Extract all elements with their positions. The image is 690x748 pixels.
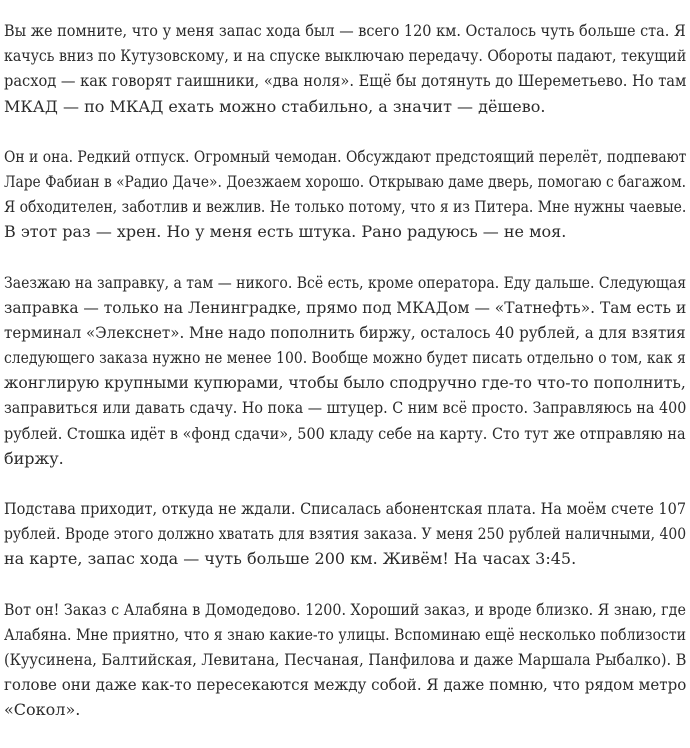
text-line: В этот раз — хрен. Но у меня есть штука. Рано радуюсь — не моя. (4, 222, 567, 242)
text-line: голове они даже как-то пересекаются между собой. Я даже помню, что рядом метро (4, 675, 687, 695)
text-line: расход — как говорят гаишники, «два ноля». Ещё бы дотянуть до Шереметьево. Но там (4, 71, 687, 91)
text-line: Я обходителен, заботлив и вежлив. Не только потому, что я из Питера. Мне нужны чаевые. (4, 197, 687, 217)
text-line: Вот он! Заказ с Алабяна в Домодедово. 1200. Хороший заказ, и вроде близко. Я знаю, где (4, 599, 686, 619)
text-line: заправиться или давать сдачу. Но пока — штуцер. С ним всё просто. Заправляюсь на 400 (4, 398, 687, 418)
text-line: жонглирую крупными купюрами, чтобы было сподручно где-то что-то пополнить, (4, 373, 686, 393)
text-line: на карте, запас хода — чуть больше 200 км. Живём! На часах 3:45. (4, 549, 577, 569)
paragraph (4, 18, 688, 119)
paragraph (4, 144, 688, 245)
text-line: «Сокол». (4, 700, 81, 720)
text-line: заправка — только на Ленинградке, прямо под МКАДом — «Татнефть». Там есть и (4, 297, 687, 317)
paragraph (4, 270, 688, 472)
text-line: биржу. (4, 448, 64, 468)
text-line: Он и она. Редкий отпуск. Огромный чемодан. Обсуждают предстоящий перелёт, подпевают (4, 146, 687, 166)
text-line: Подстава приходит, откуда не ждали. Списалась абонентская плата. На моём счете 107 (4, 499, 687, 518)
article-body (4, 18, 688, 748)
text-line: Алабяна. Мне приятно, что я знаю какие-то улицы. Вспоминаю ещё несколько поблизости (4, 624, 687, 644)
text-line: рублей. Вроде этого должно хватать для взятия заказа. У меня 250 рублей наличными, 400 (4, 524, 687, 544)
paragraph (4, 597, 688, 723)
text-line: терминал «Элекснет». Мне надо пополнить биржу, осталось 40 рублей, а для взятия (4, 322, 686, 342)
text-line: следующего заказа нужно не менее 100. Вообще можно будет писать отдельно о том, как я (4, 348, 686, 368)
text-line: МКАД — по МКАД ехать можно стабильно, а значит — дёшево. (4, 96, 546, 116)
text-line: рублей. Стошка идёт в «фонд сдачи», 500 кладу себе на карту. Сто тут же отправляю на (4, 423, 686, 443)
text-line: Вы же помните, что у меня запас хода был — всего 120 км. Осталось чуть больше ста. Я (4, 21, 686, 40)
text-line: (Куусинена, Балтийская, Левитана, Песчаная, Панфилова и даже Маршала Рыбалко). В (4, 649, 687, 669)
text-line: качусь вниз по Кутузовскому, и на спуске выключаю передачу. Обороты падают, текущий (4, 46, 687, 66)
text-line: Заезжаю на заправку, а там — никого. Всё есть, кроме оператора. Еду дальше. Следующая (4, 272, 687, 292)
paragraph (4, 496, 688, 572)
text-line: Ларе Фабиан в «Радио Даче». Доезжаем хорошо. Открываю даме дверь, помогаю с багажом. (4, 171, 687, 191)
